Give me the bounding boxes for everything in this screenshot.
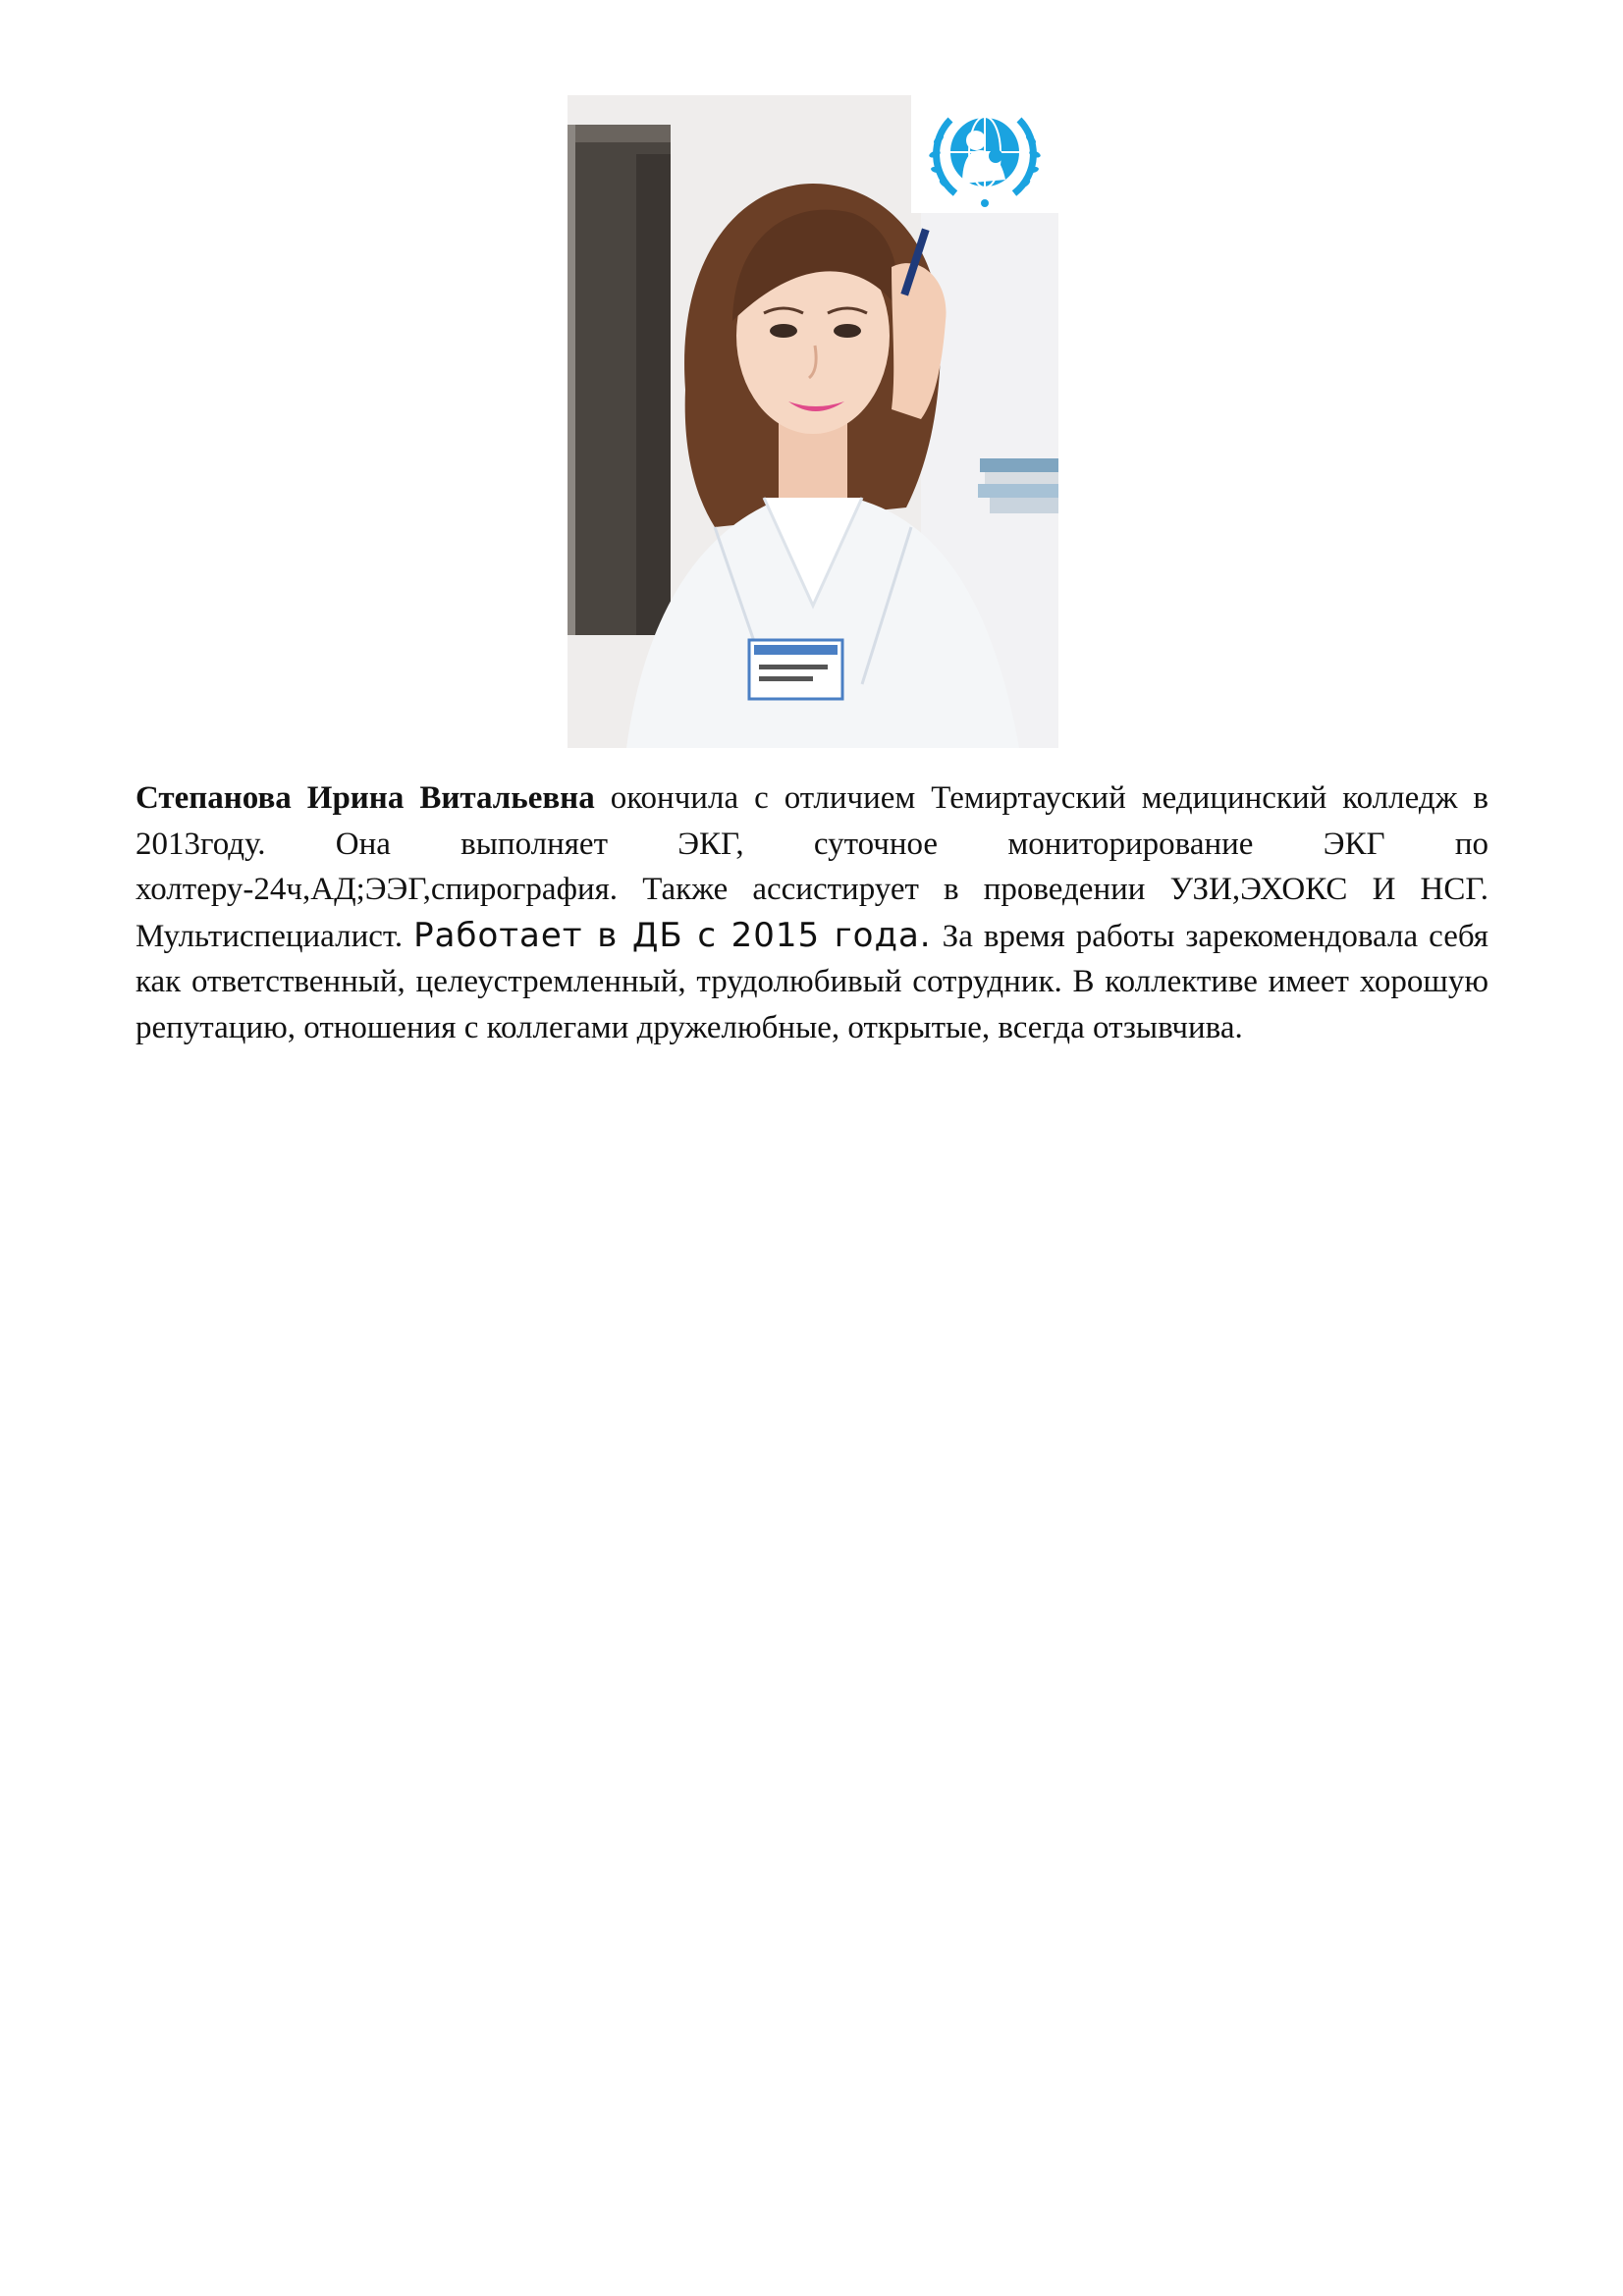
unicef-emblem-icon — [911, 95, 1058, 213]
biography-work-since: Работает в ДБ с 2015 года. — [413, 915, 932, 955]
biography-paragraph — [135, 775, 1488, 1050]
biography-text-part2: За время работы зарекомендовала себя как ответственный, целеустремленный, трудолюбивый сотрудник. В коллективе имеет хорошую репутацию, отношения с коллегами дружелюбные, открытые, всегда отзывчива. — [135, 918, 1488, 1045]
person-name: Степанова Ирина Витальевна — [135, 780, 595, 816]
biography-text-part1: окончила с отличием Темиртауский медицинский колледж в 2013году. Она выполняет ЭКГ, суточное мониторирование ЭКГ по холтеру-24ч,АД;ЭЭГ,спирография. Также ассистирует в проведении УЗИ,ЭХОКС И НСГ. Мультиспециалист. — [135, 780, 1488, 954]
